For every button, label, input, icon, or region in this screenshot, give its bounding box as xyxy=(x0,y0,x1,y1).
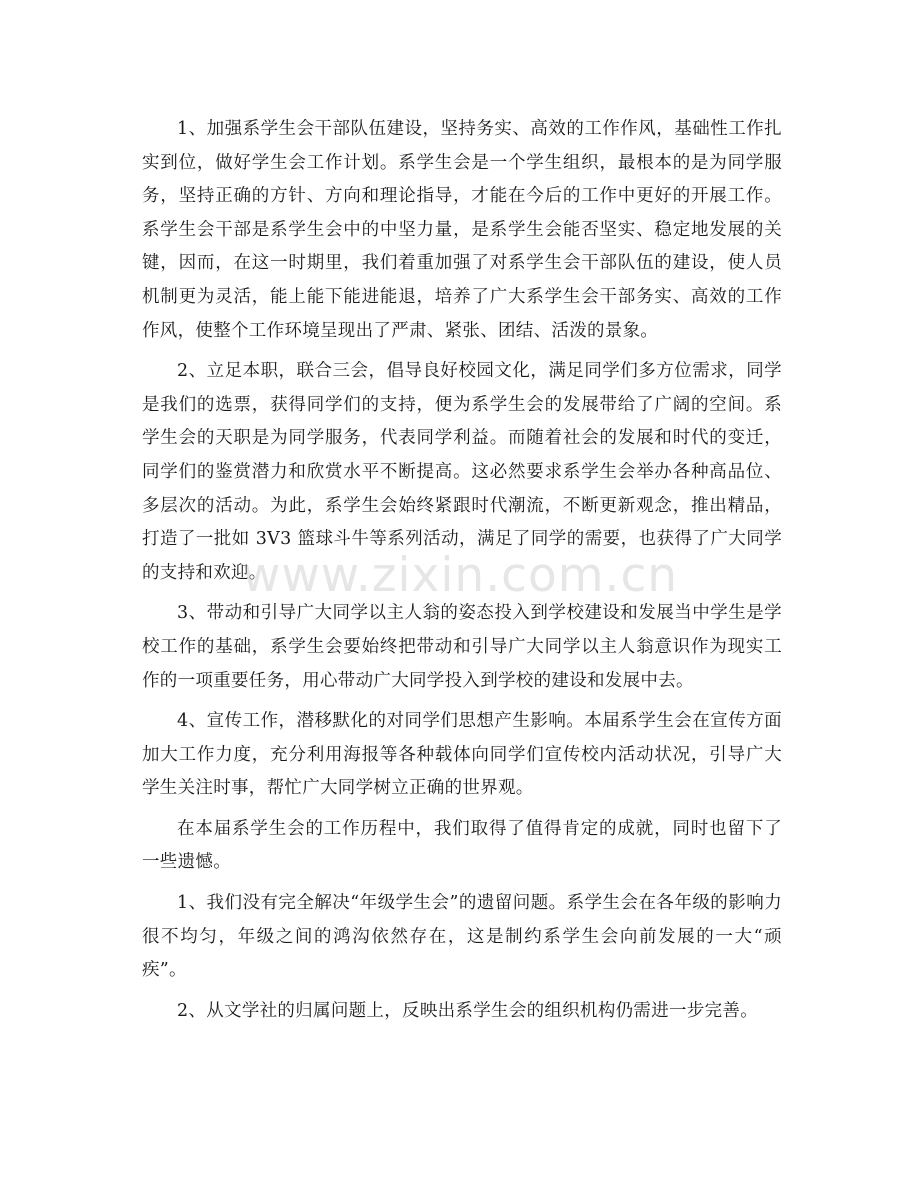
paragraph-6: 1、我们没有完全解决“年级学生会”的遗留问题。系学生会在各年级的影响力很不均匀，年级之间的鸿沟依然存在，这是制约系学生会向前发展的一大“顽疾”。 xyxy=(142,893,782,981)
paragraph-1: 1、加强系学生会干部队伍建设，坚持务实、高效的工作作风，基础性工作扎实到位，做好学生会工作计划。系学生会是一个学生组织，最根本的是为同学服务，坚持正确的方针、方向和理论指导，才能在今后的工作中更好的开展工作。系学生会干部是系学生会中的中坚力量，是系学生会能否坚实、稳定地发展的关键，因而，在这一时期里，我们着重加强了对系学生会干部队伍的建设，使人员机制更为灵活，能上能下能进能退，培养了广大系学生会干部务实、高效的工作作风，使整个工作环境呈现出了严肃、紧张、团结、活泼的景象。 xyxy=(142,119,782,341)
paragraph-5: 在本届系学生会的工作历程中，我们取得了值得肯定的成就，同时也留下了一些遗憾。 xyxy=(142,818,782,873)
paragraph-7: 2、从文学社的归属问题上，反映出系学生会的组织机构仍需进一步完善。 xyxy=(177,1000,759,1021)
document-body xyxy=(142,113,782,1035)
watermark: www.zixin.com.cn xyxy=(241,548,679,603)
paragraph-3: 3、带动和引导广大同学以主人翁的姿态投入到学校建设和发展当中学生是学校工作的基础，系学生会要始终把带动和引导广大同学以主人翁意识作为现实工作的一项重要任务，用心带动广大同学投入到学校的建设和发展中去。 xyxy=(142,603,782,691)
paragraph-2: 2、立足本职，联合三会，倡导良好校园文化，满足同学们多方位需求，同学是我们的选票，获得同学们的支持，便为系学生会的发展带给了广阔的空间。系学生会的天职是为同学服务，代表同学利益。而随着社会的发展和时代的变迁，同学们的鉴赏潜力和欣赏水平不断提高。这必然要求系学生会举办各种高品位、多层次的活动。为此，系学生会始终紧跟时代潮流，不断更新观念，推出精品，打造了一批如 3V3 篮球斗牛等系列活动，满足了同学的需要，也获得了广大同学的支持和欢迎。 xyxy=(142,361,782,583)
paragraph-4: 4、宣传工作，潜移默化的对同学们思想产生影响。本届系学生会在宣传方面加大工作力度，充分利用海报等各种载体向同学们宣传校内活动状况，引导广大学生关注时事，帮忙广大同学树立正确的世界观。 xyxy=(142,711,782,799)
